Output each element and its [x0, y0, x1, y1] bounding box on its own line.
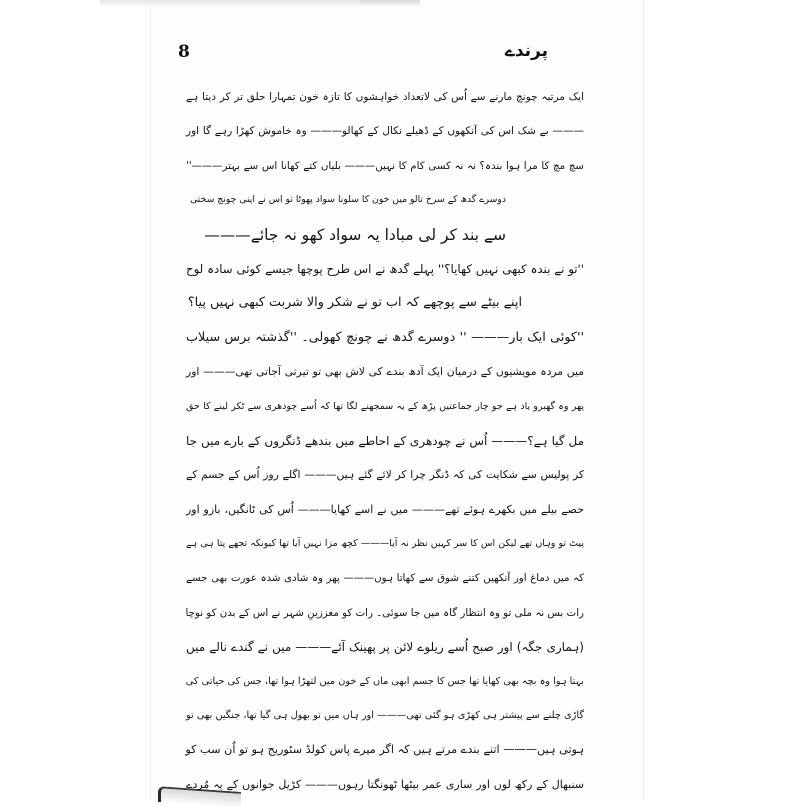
text-line: مل گیا ہے؟——— اُس نے چودھری کے احاطے میں بندھے ڈنگروں کے بارے میں جا [186, 433, 584, 448]
scan-top-edge-shadow [360, 0, 420, 6]
text-line: رات بس نہ ملی تو وہ انتظار گاہ میں جا سوئی۔ رات کو معززینِ شہر نے اس کے بدن کو نوچا [185, 606, 584, 619]
text-line: سچ مچ کا مرا ہوا بندہ؟ نہ نہ کسی کام کا نہیں——— بلیاں کتے کھانا اس سے بہتر———'' [186, 159, 584, 172]
text-line: ہوتی ہیں——— اتنے بندے مرتے ہیں کہ اگر میرے پاس کولڈ سٹوریج ہو تو اُن سب کو [185, 743, 584, 757]
text-line: میں مردہ مویشیوں کے درمیان ایک آدھ بندے کی لاش بھی تو تیرتی آجاتی تھی——— اور [186, 365, 584, 379]
text-line: پھر وہ گھبرو یاد ہے جو چار جماعتیں پڑھ کے یہ سمجھنے لگا تھا کہ اُسے چودھری سے ٹکر لینے کا حق [186, 400, 584, 412]
text-line: ایک مرتبہ چونچ مارنے سے اُس کی لاتعداد خواہشوں کا تازہ خون تمہارا حلق تر کر دیتا ہے [186, 91, 584, 103]
body-text [186, 80, 584, 802]
text-line: کر پولیس سے شکایت کی کہ ڈنگر چرا کر لائے گئے ہیں——— اگلے روز اُس کے جسم کے [186, 468, 584, 482]
text-line: بہتا ہوا وہ بچہ بھی کھایا تھا جس کا جسم ابھی ماں کے خون میں لتھڑا ہوا تھا، جس کی حیاتی کی [185, 675, 584, 687]
text-line: گاڑی چلنے سے پیشتر ہی کھڑی ہو گئی تھی——— اور ہاں میں تو بھول ہی گیا تھا، جنگیں بھی تو [186, 710, 584, 722]
page-number: 8 [178, 42, 190, 62]
text-line: حصے بیلے میں بکھرے ہوئے تھے——— میں نے اسے کھایا——— اُس کی ٹانگیں، بازو اور [186, 502, 584, 516]
text-line: اپنے بیٹے سے پوچھے کہ اب تو نے شکر والا شربت کبھی نہیں پیا؟ [187, 295, 522, 311]
running-title: پرندے [504, 41, 548, 61]
text-line: کہ میں دماغ اور آنکھیں کتنے شوق سے کھاتا ہوں——— پھر وہ شادی شدہ عورت بھی جسے [186, 572, 584, 585]
text-line: ——— بے شک اس کی آنکھوں کے ڈھیلے نکال کے کھالو——— وہ خاموش کھڑا رہے گا اور [186, 125, 584, 138]
text-line: دوسرے گدھ کے سرخ تالو میں خون کا سلونا سواد پھوٹا تو اس نے اپنی چونچ سختی [190, 194, 506, 206]
text-line: ''کوئی ایک بار——— '' دوسرے گدھ نے چونچ کھولی۔ ''گذشتہ برس سیلاب [186, 329, 584, 345]
running-head [178, 42, 568, 68]
text-line: ''تو نے بندہ کبھی نہیں کھایا؟'' پہلے گدھ نے اس طرح پوچھا جیسے کوئی سادہ لوح [186, 261, 584, 276]
text-line: سنبھال کے رکھ لوں اور ساری عمر بیٹھا ٹھونگتا رہوں——— کڑیل جوانوں کے یہ مُردے [186, 777, 584, 791]
text-line: (ہماری جگہ) اور صبح اُسے ریلوے لائن پر پھینک آئے——— میں نے گندے نالے میں [186, 640, 584, 655]
text-line: پیٹ تو وہاں تھے لیکن اس کا سر کہیں نظر نہ آیا——— کچھ مزا نہیں آیا تھا کیونکہ تجھے پتا ہی ہے [186, 538, 584, 550]
text-line: سے بند کر لی مبادا یہ سواد کھو نہ جائے——— [204, 225, 506, 244]
